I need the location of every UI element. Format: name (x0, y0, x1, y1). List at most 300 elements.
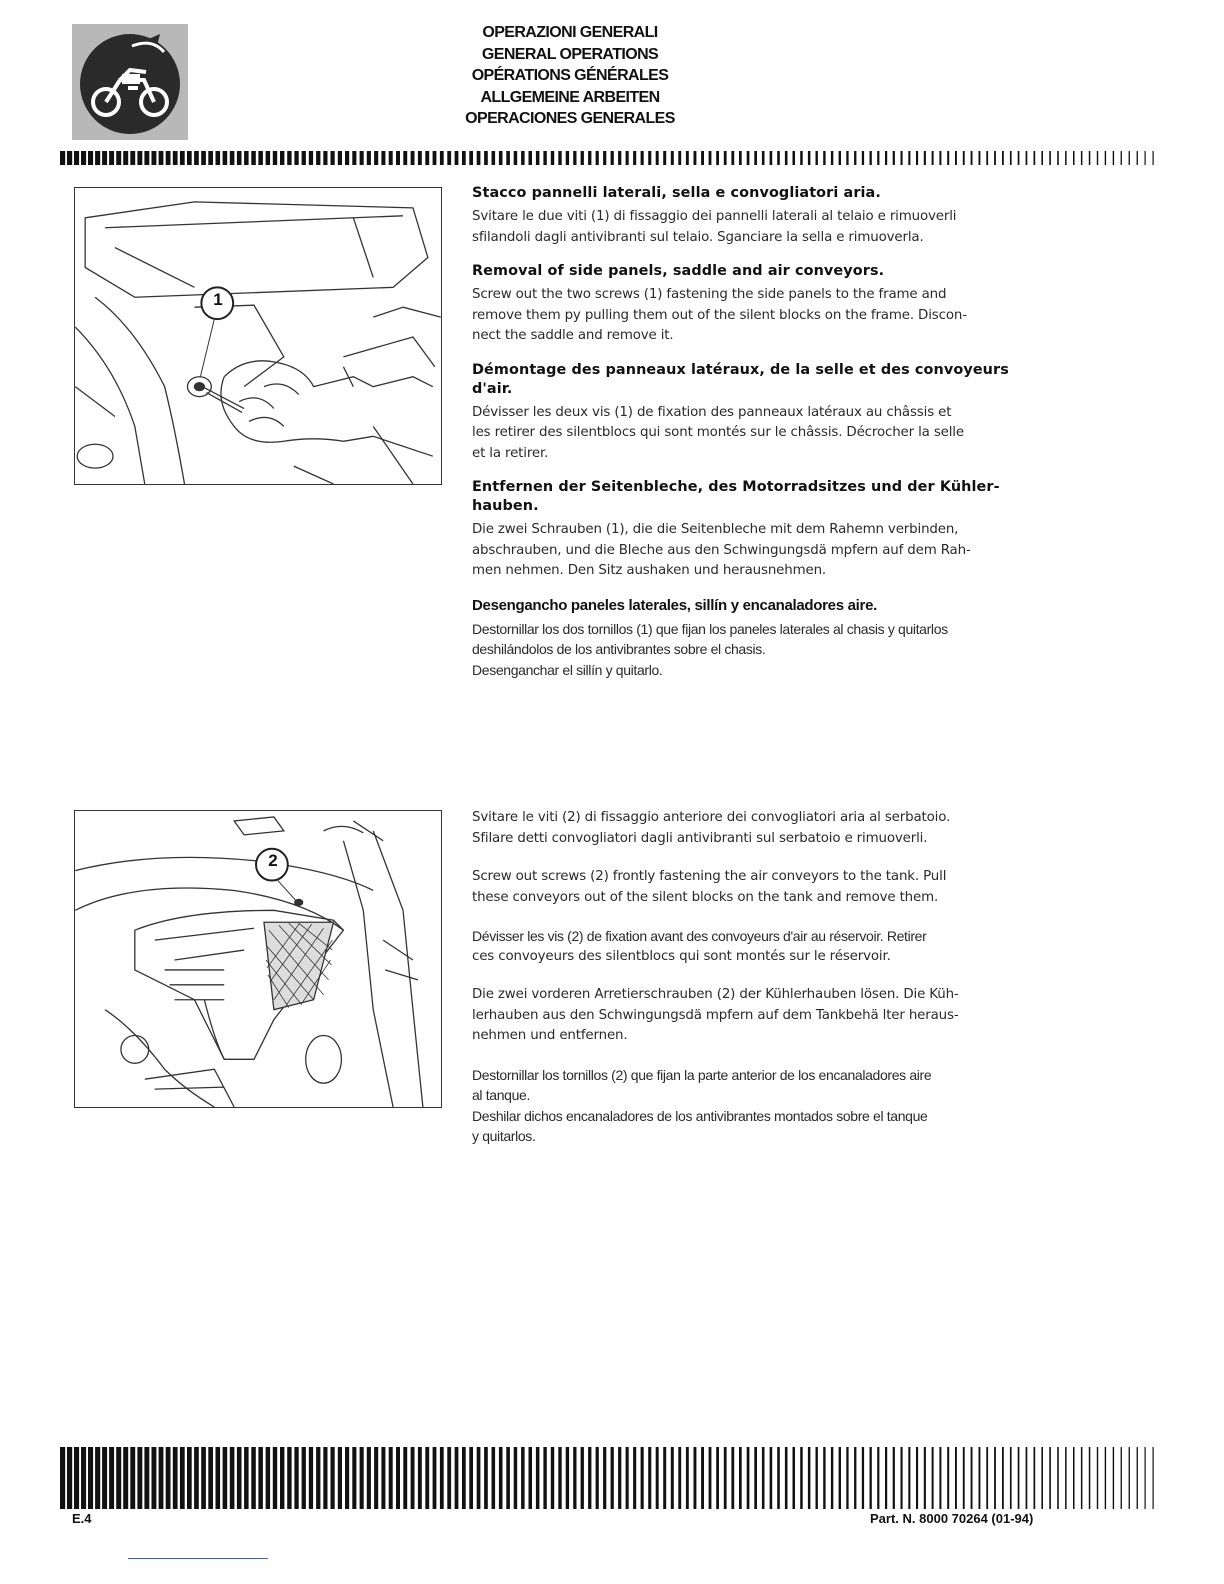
barcode-bar (447, 1447, 451, 1509)
barcode-bar (901, 1447, 903, 1509)
barcode-bar (1089, 151, 1091, 165)
barcode-bar (885, 151, 887, 165)
barcode-bar (67, 151, 72, 165)
barcode-bar (994, 151, 996, 165)
barcode-bar (230, 1447, 235, 1509)
barcode-bar (462, 1447, 466, 1509)
barcode-bar (793, 1447, 796, 1509)
barcode-bar (862, 151, 864, 165)
barcode-bar (924, 151, 926, 165)
barcode-bar (258, 1447, 263, 1509)
barcode-bar (74, 1447, 79, 1509)
barcode-bar (237, 1447, 242, 1509)
barcode-bar (870, 151, 872, 165)
barcode-bar (777, 1447, 780, 1509)
barcode-bar (389, 1447, 393, 1509)
barcode-bar (1065, 1447, 1067, 1509)
barcode-bar (244, 1447, 249, 1509)
barcode-bar (1097, 1447, 1098, 1509)
barcode-bar (194, 151, 199, 165)
barcode-bar (374, 1447, 378, 1509)
barcode-bar (302, 1447, 306, 1509)
barcode-bar (558, 1447, 561, 1509)
barcode-bar (506, 151, 510, 165)
barcode-bar (648, 151, 651, 165)
barcode-bar (309, 1447, 313, 1509)
barcode-bar (1153, 151, 1154, 165)
barcode-bar (1065, 151, 1067, 165)
barcode-bar (266, 151, 271, 165)
barcode-bar (1057, 151, 1059, 165)
barcode-bar (793, 151, 796, 165)
motorcycle-logo-icon (72, 24, 188, 140)
barcode-bar (731, 1447, 734, 1509)
barcode-bar (671, 151, 674, 165)
barcode-bar (216, 1447, 221, 1509)
section-titles (420, 22, 720, 130)
barcode-bar (130, 1447, 135, 1509)
barcode-bar (396, 151, 400, 165)
barcode-bar (280, 1447, 284, 1509)
barcode-bar (633, 1447, 636, 1509)
barcode-bar (854, 151, 856, 165)
barcode-bar (641, 1447, 644, 1509)
barcode-bar (551, 151, 554, 165)
es-line: Desenganchar el sillín y quitarlo. (472, 661, 663, 678)
barcode-bar (74, 151, 79, 165)
barcode-bar (455, 151, 459, 165)
barcode-bar (686, 151, 689, 165)
barcode-bar (618, 1447, 621, 1509)
barcode-bar (440, 151, 444, 165)
barcode-bar (1018, 151, 1020, 165)
barcode-bar (1018, 1447, 1020, 1509)
barcode-bar (1034, 1447, 1036, 1509)
barcode-bar (187, 1447, 192, 1509)
barcode-bar (187, 151, 192, 165)
barcode-bar (947, 151, 949, 165)
barcode-bar (462, 151, 466, 165)
barcode-bar (433, 1447, 437, 1509)
barcode-bar (223, 151, 228, 165)
barcode-bar (418, 151, 422, 165)
barcode-bar (273, 1447, 277, 1509)
barcode-bar (1153, 1447, 1154, 1509)
barcode-bar (588, 1447, 591, 1509)
barcode-bar (166, 1447, 171, 1509)
barcode-bar (831, 1447, 833, 1509)
barcode-bar (1026, 151, 1028, 165)
barcode-bar (144, 151, 149, 165)
it-line: Svitare le due viti (1) di fissaggio dei pannelli laterali al telaio e rimuoverli (472, 209, 957, 224)
de-line: Die zwei vorderen Arretierschrauben (2) der Kühlerhauben lösen. Die Küh- (472, 987, 959, 1002)
barcode-bar (477, 1447, 481, 1509)
barcode-bar (152, 1447, 157, 1509)
barcode-bar (566, 1447, 569, 1509)
barcode-bar (596, 1447, 599, 1509)
barcode-bar (173, 1447, 178, 1509)
barcode-bar (633, 151, 636, 165)
barcode-bar (885, 1447, 887, 1509)
barcode-bar (754, 1447, 757, 1509)
barcode-bar (785, 1447, 788, 1509)
title-de: ALLGEMEINE ARBEITEN (480, 88, 660, 106)
barcode-bar (88, 151, 93, 165)
barcode-bar (901, 151, 903, 165)
top-barcode-divider (60, 151, 1158, 165)
barcode-bar (816, 151, 818, 165)
barcode-bar (302, 151, 306, 165)
barcode-bar (514, 1447, 518, 1509)
barcode-bar (230, 151, 235, 165)
barcode-bar (323, 1447, 327, 1509)
barcode-bar (709, 1447, 712, 1509)
barcode-bar (1105, 151, 1106, 165)
barcode-bar (1041, 1447, 1043, 1509)
section1-english (472, 262, 1046, 347)
barcode-bar (1057, 1447, 1059, 1509)
barcode-bar (1145, 1447, 1146, 1509)
barcode-bar (1129, 1447, 1130, 1509)
barcode-bar (581, 1447, 584, 1509)
barcode-bar (611, 151, 614, 165)
title-es: OPERACIONES GENERALES (465, 110, 675, 127)
de-heading: Entfernen der Seitenbleche, des Motorradsitzes und der Kühler- (472, 479, 1000, 495)
barcode-bar (266, 1447, 271, 1509)
barcode-bar (994, 1447, 996, 1509)
barcode-bar (916, 1447, 918, 1509)
barcode-bar (770, 1447, 773, 1509)
barcode-bar (1049, 1447, 1051, 1509)
barcode-bar (123, 151, 128, 165)
barcode-bar (932, 1447, 934, 1509)
barcode-bar (716, 1447, 719, 1509)
barcode-bar (159, 151, 164, 165)
barcode-bar (808, 1447, 811, 1509)
barcode-bar (331, 151, 335, 165)
barcode-bar (81, 1447, 86, 1509)
barcode-bar (469, 1447, 473, 1509)
barcode-bar (739, 1447, 742, 1509)
barcode-bar (529, 151, 533, 165)
barcode-bar (323, 151, 327, 165)
en-line: these conveyors out of the silent blocks on the tank and remove them. (472, 889, 939, 905)
barcode-bar (60, 1447, 65, 1509)
barcode-bar (273, 151, 277, 165)
barcode-bar (1113, 1447, 1114, 1509)
barcode-bar (596, 151, 599, 165)
section2-spanish (472, 1065, 1046, 1147)
barcode-bar (641, 151, 644, 165)
barcode-bar (971, 151, 973, 165)
barcode-bar (116, 1447, 121, 1509)
es-line: y quitarlos. (472, 1128, 536, 1144)
barcode-bar (724, 151, 727, 165)
fr-line: Dévisser les vis (2) de fixation avant des convoyeurs d'air au réservoir. Retirer (472, 928, 927, 944)
es-heading: Desengancho paneles laterales, sillín y encanaladores aire. (472, 596, 877, 614)
barcode-bar (529, 1447, 533, 1509)
es-line: Destornillar los tornillos (2) que fijan la parte anterior de los encanaladores aire (472, 1066, 932, 1083)
barcode-bar (808, 151, 811, 165)
barcode-bar (1026, 1447, 1028, 1509)
barcode-bar (800, 1447, 803, 1509)
barcode-bar (709, 151, 712, 165)
fr-line: ces convoyeurs des silentblocs qui sont montés sur le réservoir. (472, 948, 891, 964)
barcode-bar (1010, 1447, 1012, 1509)
barcode-bar (724, 1447, 727, 1509)
barcode-bar (536, 1447, 540, 1509)
barcode-bar (663, 1447, 666, 1509)
part-number: Part. N. 8000 70264 (01-94) (870, 1511, 1034, 1526)
barcode-bar (551, 1447, 554, 1509)
section1-french (472, 361, 1046, 465)
de-line: Die zwei Schrauben (1), die die Seitenbleche mit dem Rahemn verbinden, (472, 522, 959, 537)
barcode-bar (418, 1447, 422, 1509)
barcode-bar (389, 151, 393, 165)
barcode-bar (573, 151, 576, 165)
fr-heading: Démontage des panneaux latéraux, de la selle et des convoyeurs (472, 361, 1009, 378)
barcode-bar (971, 1447, 973, 1509)
barcode-bar (201, 151, 206, 165)
fr-line: Dévisser les deux vis (1) de fixation des panneaux latéraux au châssis et (472, 404, 952, 420)
barcode-bar (626, 151, 629, 165)
barcode-bar (244, 151, 249, 165)
barcode-bar (800, 151, 803, 165)
barcode-bar (939, 151, 941, 165)
barcode-bar (893, 1447, 895, 1509)
barcode-bar (294, 151, 298, 165)
barcode-bar (986, 1447, 988, 1509)
barcode-bar (747, 1447, 750, 1509)
barcode-bar (739, 151, 742, 165)
barcode-bar (955, 151, 957, 165)
barcode-bar (123, 1447, 128, 1509)
fr-line: les retirer des silentblocs qui sont montés sur le châssis. Décrocher la selle (472, 425, 964, 440)
barcode-bar (963, 151, 965, 165)
barcode-bar (686, 1447, 689, 1509)
barcode-bar (309, 151, 313, 165)
barcode-bar (716, 151, 719, 165)
barcode-bar (770, 151, 773, 165)
barcode-bar (484, 151, 488, 165)
barcode-bar (816, 1447, 818, 1509)
barcode-bar (403, 151, 407, 165)
section2-french (472, 926, 1046, 967)
barcode-bar (433, 151, 437, 165)
barcode-bar (566, 151, 569, 165)
barcode-bar (1129, 151, 1130, 165)
barcode-bar (939, 1447, 941, 1509)
barcode-bar (367, 151, 371, 165)
barcode-bar (955, 1447, 957, 1509)
barcode-bar (1113, 151, 1114, 165)
it-heading: Stacco pannelli laterali, sella e convogliatori aria. (472, 185, 881, 201)
barcode-bar (846, 151, 848, 165)
barcode-bar (543, 151, 546, 165)
barcode-bar (216, 151, 221, 165)
barcode-bar (1097, 151, 1098, 165)
es-line: Deshilar dichos encanaladores de los antivibrantes montados sobre el tanque (472, 1107, 928, 1124)
en-heading: Removal of side panels, saddle and air conveyors. (472, 263, 885, 279)
barcode-bar (908, 1447, 910, 1509)
barcode-bar (986, 151, 988, 165)
barcode-bar (381, 1447, 385, 1509)
barcode-bar (360, 1447, 364, 1509)
barcode-bar (581, 151, 584, 165)
barcode-bar (785, 151, 788, 165)
barcode-bar (1137, 1447, 1138, 1509)
barcode-bar (1002, 1447, 1004, 1509)
barcode-bar (1081, 1447, 1083, 1509)
barcode-bar (455, 1447, 459, 1509)
barcode-bar (854, 1447, 856, 1509)
barcode-bar (287, 1447, 291, 1509)
barcode-bar (469, 151, 473, 165)
barcode-bar (908, 151, 910, 165)
barcode-bar (979, 151, 981, 165)
title-en: GENERAL OPERATIONS (481, 45, 659, 63)
barcode-bar (823, 1447, 825, 1509)
barcode-bar (251, 151, 256, 165)
barcode-bar (893, 151, 895, 165)
barcode-bar (345, 151, 349, 165)
barcode-bar (484, 1447, 488, 1509)
barcode-bar (338, 151, 342, 165)
callout-2: 2 (268, 851, 278, 870)
barcode-bar (521, 151, 525, 165)
barcode-bar (823, 151, 825, 165)
barcode-bar (287, 151, 291, 165)
barcode-bar (747, 151, 750, 165)
barcode-bar (403, 1447, 407, 1509)
barcode-bar (396, 1447, 400, 1509)
barcode-bar (1121, 1447, 1122, 1509)
barcode-bar (137, 151, 142, 165)
barcode-bar (258, 151, 263, 165)
barcode-bar (411, 1447, 415, 1509)
barcode-bar (877, 151, 879, 165)
barcode-bar (208, 151, 213, 165)
barcode-bar (173, 151, 178, 165)
en-line: Screw out the two screws (1) fastening the side panels to the frame and (472, 287, 947, 302)
barcode-bar (102, 151, 107, 165)
barcode-bar (932, 151, 934, 165)
barcode-bar (81, 151, 86, 165)
barcode-bar (656, 1447, 659, 1509)
barcode-bar (543, 1447, 546, 1509)
barcode-bar (1081, 151, 1083, 165)
section1-german (472, 478, 1046, 582)
fr-line: et la retirer. (472, 445, 549, 461)
barcode-bar (963, 1447, 965, 1509)
title-fr: OPÉRATIONS GÉNÉRALES (471, 67, 669, 84)
barcode-bar (352, 1447, 356, 1509)
barcode-bar (95, 1447, 100, 1509)
de-line: lerhauben aus den Schwingungsdä mpfern auf dem Tankbehä lter heraus- (472, 1007, 959, 1023)
barcode-bar (374, 151, 378, 165)
barcode-bar (603, 151, 606, 165)
section2-english (472, 867, 1046, 908)
barcode-bar (499, 1447, 503, 1509)
barcode-bar (671, 1447, 674, 1509)
en-line: nect the saddle and remove it. (472, 328, 674, 343)
barcode-bar (194, 1447, 199, 1509)
barcode-bar (345, 1447, 349, 1509)
barcode-bar (338, 1447, 342, 1509)
barcode-bar (137, 1447, 142, 1509)
section2-italian (472, 808, 1046, 849)
barcode-bar (159, 1447, 164, 1509)
barcode-bar (425, 151, 429, 165)
barcode-bar (223, 1447, 228, 1509)
barcode-bar (381, 151, 385, 165)
barcode-bar (109, 151, 114, 165)
barcode-bar (1137, 151, 1138, 165)
barcode-bar (280, 151, 284, 165)
barcode-bar (166, 151, 171, 165)
barcode-bar (762, 151, 765, 165)
barcode-bar (331, 1447, 335, 1509)
barcode-bar (1041, 151, 1043, 165)
barcode-bar (870, 1447, 872, 1509)
barcode-bar (701, 1447, 704, 1509)
page-number: E.4 (72, 1511, 92, 1526)
it-line: sfilandoli dagli antivibranti sul telaio. Sganciare la sella e rimuoverla. (472, 229, 924, 245)
barcode-bar (95, 151, 100, 165)
barcode-bar (360, 151, 364, 165)
barcode-bar (492, 151, 496, 165)
barcode-bar (208, 1447, 213, 1509)
barcode-bar (180, 151, 185, 165)
barcode-bar (492, 1447, 496, 1509)
barcode-bar (144, 1447, 149, 1509)
barcode-bar (1073, 151, 1075, 165)
barcode-bar (316, 1447, 320, 1509)
barcode-bar (60, 151, 65, 165)
de-line: abschrauben, und die Bleche aus den Schwingungsdä mpfern auf dem Rah- (472, 542, 971, 558)
es-line: Destornillar los dos tornillos (1) que fijan los paneles laterales al chasis y quitarlos (472, 620, 948, 637)
barcode-bar (979, 1447, 981, 1509)
barcode-bar (701, 151, 704, 165)
barcode-bar (521, 1447, 525, 1509)
barcode-bar (694, 1447, 697, 1509)
barcode-bar (1034, 151, 1036, 165)
section1-italian (472, 184, 1046, 248)
barcode-bar (477, 151, 481, 165)
barcode-bar (201, 1447, 206, 1509)
barcode-bar (558, 151, 561, 165)
it-line: Sfilare detti convogliatori dagli antivibranti sul serbatoio e rimuoverli. (472, 830, 928, 846)
air-conveyor-removal-illustration (74, 810, 442, 1108)
barcode-bar (352, 151, 356, 165)
barcode-bar (648, 1447, 651, 1509)
barcode-bar (251, 1447, 256, 1509)
section1-spanish (472, 596, 1046, 681)
barcode-bar (1089, 1447, 1091, 1509)
barcode-bar (447, 151, 451, 165)
barcode-bar (603, 1447, 606, 1509)
barcode-bar (102, 1447, 107, 1509)
es-line: deshilándolos de los antivibrantes sobre el chasis. (472, 641, 766, 657)
barcode-bar (116, 151, 121, 165)
barcode-bar (588, 151, 591, 165)
link-underline (128, 1558, 268, 1559)
en-line: remove them py pulling them out of the silent blocks on the frame. Discon- (472, 307, 967, 323)
section1-text (472, 184, 1046, 694)
barcode-bar (754, 151, 757, 165)
en-line: Screw out screws (2) frontly fastening the air conveyors to the tank. Pull (472, 869, 947, 884)
barcode-bar (626, 1447, 629, 1509)
